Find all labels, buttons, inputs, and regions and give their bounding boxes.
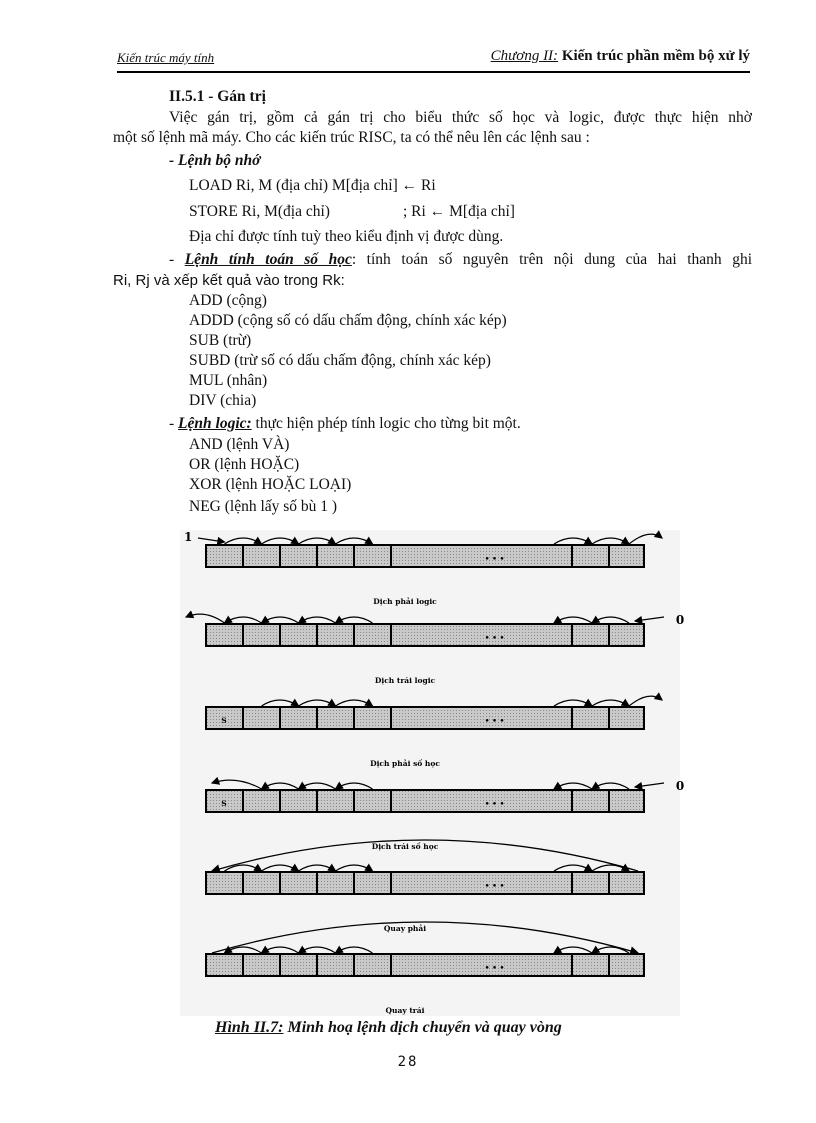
sign-bit-label: S [221, 799, 227, 808]
arith-item: ADD (cộng) [189, 292, 267, 309]
arith-item: DIV (chia) [189, 392, 257, 409]
arith-text: : tính toán số nguyên trên nội dung của hai thanh ghi [351, 251, 752, 268]
diagram-row-label: Quay phải [383, 924, 427, 933]
logic-dash: - [169, 415, 179, 432]
figure-number: Hình II.7: [215, 1019, 284, 1036]
arith-line-2: Ri, Rj và xếp kết quả vào trong Rk: [113, 272, 345, 289]
arith-dash: - [169, 251, 185, 268]
diagram-row-label: Dịch phải logic [373, 597, 437, 606]
header-left: Kiến trúc máy tính [117, 50, 215, 65]
logic-item: AND (lệnh VÀ) [189, 436, 290, 453]
diagram-row-label: Dịch phải số học [370, 759, 440, 768]
diagram-row-label: Quay trái [385, 1006, 425, 1015]
register [206, 872, 644, 894]
header-title: Kiến trúc phần mềm bộ xử lý [558, 48, 750, 64]
header-right [491, 48, 750, 65]
logic-line [169, 415, 521, 433]
register [206, 707, 644, 729]
shift-rotate-diagram [180, 530, 685, 1016]
shift-in-zero: 0 [675, 779, 685, 793]
sign-bit-label: S [221, 716, 227, 725]
shift-in-zero: 0 [675, 613, 685, 627]
logic-text: thực hiện phép tính logic cho từng bit một. [251, 415, 521, 432]
register [206, 545, 644, 567]
shift-in-one: 1 [184, 530, 193, 544]
ellipsis-dots: • • • [484, 633, 505, 642]
ellipsis-dots: • • • [484, 799, 505, 808]
arith-heading: Lệnh tính toán số học [184, 251, 352, 268]
register [206, 790, 644, 812]
store-semantics: ; Ri ← M[địa chỉ] [403, 203, 515, 220]
register [206, 624, 644, 646]
arith-item: SUBD (trừ số có dấu chấm động, chính xác kép) [189, 352, 491, 369]
register [206, 954, 644, 976]
arith-item: SUB (trừ) [189, 332, 252, 349]
logic-heading: Lệnh logic: [178, 415, 252, 432]
section-title: II.5.1 - Gán trị [169, 88, 266, 105]
logic-item: OR (lệnh HOẶC) [189, 456, 300, 473]
figure-title: Minh hoạ lệnh dịch chuyển và quay vòng [283, 1019, 562, 1036]
ellipsis-dots: • • • [484, 554, 505, 563]
logic-item: XOR (lệnh HOẶC LOẠI) [189, 476, 352, 493]
address-note: Địa chỉ được tính tuỳ theo kiểu định vị được dùng. [189, 228, 504, 245]
ellipsis-dots: • • • [484, 881, 505, 890]
arith-item: ADDD (cộng số có dấu chấm động, chính xác kép) [189, 312, 507, 329]
memory-heading: - Lệnh bộ nhớ [169, 152, 261, 169]
header-rule [117, 71, 750, 73]
ellipsis-dots: • • • [484, 716, 505, 725]
arith-line-1 [169, 251, 752, 269]
load-instruction: LOAD Ri, M (địa chỉ) M[địa chỉ] ← Ri [189, 177, 436, 194]
page-number: 28 [397, 1054, 419, 1070]
figure-caption [215, 1019, 562, 1037]
header-chapter: Chương II: [490, 48, 559, 64]
intro-line-2: một số lệnh mã máy. Cho các kiến trúc RISC, ta có thể nêu lên các lệnh sau : [113, 129, 590, 146]
diagram-row-label: Dịch trái logic [374, 676, 436, 685]
arith-item: MUL (nhân) [189, 372, 268, 389]
intro-line-1: Việc gán trị, gồm cả gán trị cho biểu thức số học và logic, được thực hiện nhờ [169, 109, 752, 126]
diagram-row-label: Dịch trái số học [371, 842, 439, 851]
store-instruction: STORE Ri, M(địa chỉ) [189, 203, 330, 220]
logic-item: NEG (lệnh lấy số bù 1 ) [189, 498, 338, 515]
ellipsis-dots: • • • [484, 963, 505, 972]
